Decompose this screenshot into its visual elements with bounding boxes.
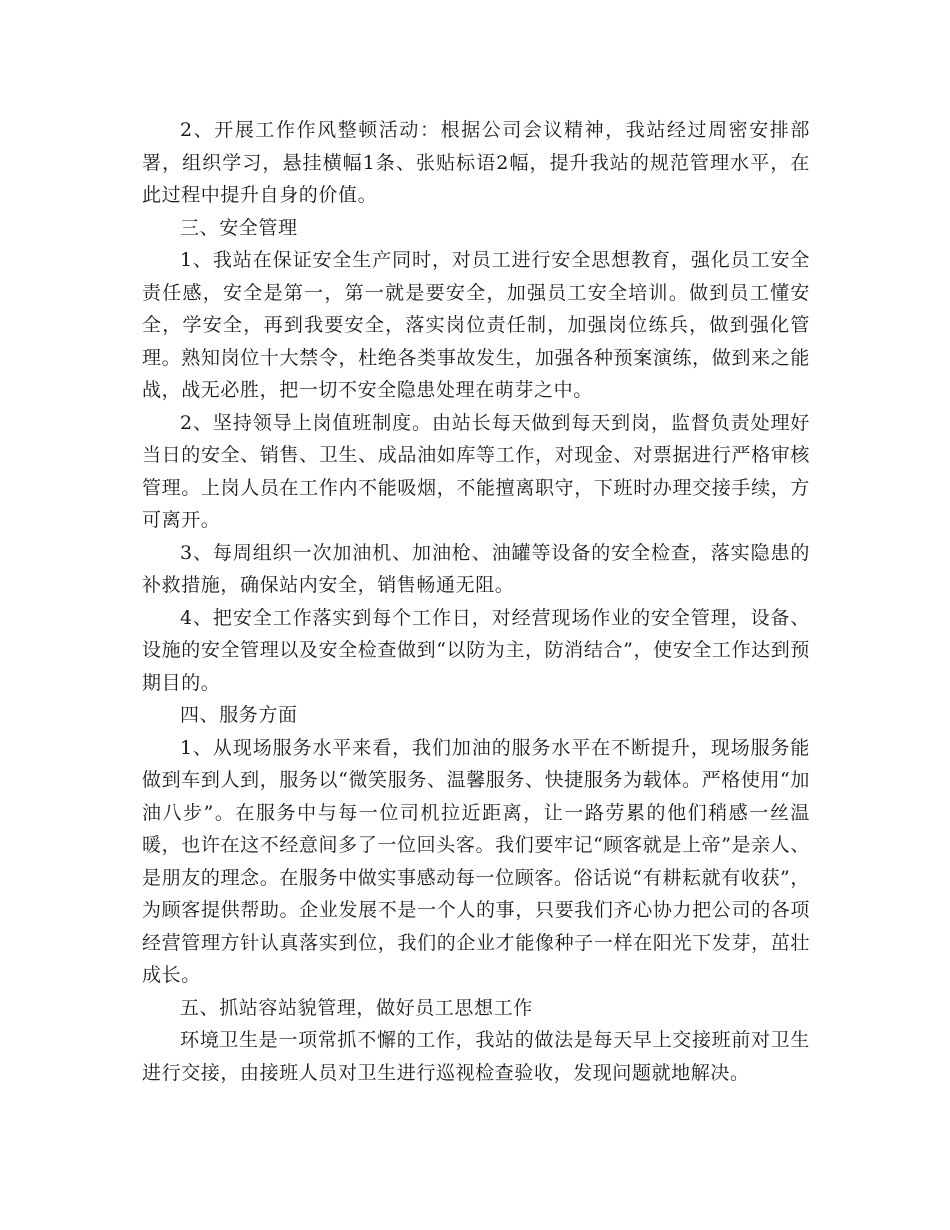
section-heading-service: 四、服务方面	[180, 704, 298, 726]
paragraph-daily-safety-work: 4、把安全工作落实到每个工作日，对经营现场作业的安全管理，设备、设施的安全管理以及安全检查做到“以防为主，防消结合”，使安全工作达到预期目的。	[142, 606, 810, 694]
paragraph-work-style-rectification: 2、开展工作作风整顿活动：根据公司会议精神，我站经过周密安排部署，组织学习，悬挂横幅1条、张贴标语2幅，提升我站的规范管理水平，在此过程中提升自身的价值。	[142, 119, 810, 206]
paragraph-safety-education: 1、我站在保证安全生产同时，对员工进行安全思想教育，强化员工安全责任感，安全是第一，第一就是要安全，加强员工安全培训。做到员工懂安全，学安全，再到我要安全，落实岗位责任制，加强岗位练兵，做到强化管理。熟知岗位十大禁令，杜绝各类事故发生，加强各种预案演练，做到来之能战，战无必胜，把一切不安全隐患处理在萌芽之中。	[142, 249, 810, 401]
section-heading-station-appearance: 五、抓站容站貌管理，做好员工思想工作	[180, 996, 533, 1019]
document-body	[142, 114, 810, 1089]
paragraph-weekly-equipment-check: 3、每周组织一次加油机、加油枪、油罐等设备的安全检查，落实隐患的补救措施，确保站内安全，销售畅通无阻。	[142, 541, 810, 596]
paragraph-leadership-duty-system: 2、坚持领导上岗值班制度。由站长每天做到每天到岗，监督负责处理好当日的安全、销售、卫生、成品油如库等工作，对现金、对票据进行严格审核管理。上岗人员在工作内不能吸烟，不能擅离职守，下班时办理交接手续，方可离开。	[142, 411, 810, 531]
paragraph-environmental-hygiene: 环境卫生是一项常抓不懈的工作，我站的做法是每天早上交接班前对卫生进行交接，由接班人员对卫生进行巡视检查验收，发现问题就地解决。	[142, 1029, 810, 1084]
paragraph-service-level: 1、从现场服务水平来看，我们加油的服务水平在不断提升，现场服务能做到车到人到，服务以“微笑服务、温馨服务、快捷服务为载体。严格使用“加油八步”。在服务中与每一位司机拉近距离，让一路劳累的他们稍感一丝温暖，也许在这不经意间多了一位回头客。我们要牢记“顾客就是上帝”是亲人、是朋友的理念。在服务中做实事感动每一位顾客。俗话说“有耕耘就有收获”，为顾客提供帮助。企业发展不是一个人的事，只要我们齐心协力把公司的各项经营管理方针认真落实到位，我们的企业才能像种子一样在阳光下发芽，茁壮成长。	[142, 736, 810, 986]
section-heading-safety-management: 三、安全管理	[180, 216, 298, 239]
